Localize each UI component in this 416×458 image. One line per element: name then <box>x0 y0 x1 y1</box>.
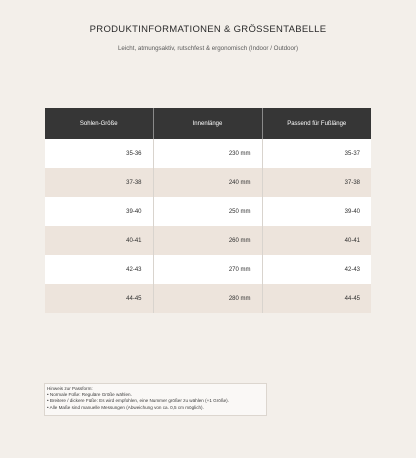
table-row <box>45 168 371 197</box>
cell-sole-size: 40-41 <box>45 226 153 255</box>
cell-sole-size: 39-40 <box>45 197 153 226</box>
table-row <box>45 226 371 255</box>
cell-foot-length: 35-37 <box>262 139 371 168</box>
cell-inner-length: 280 mm <box>153 284 262 313</box>
cell-sole-size: 42-43 <box>45 255 153 284</box>
page-title: PRODUKTINFORMATIONEN & GRÖSSENTABELLE <box>89 24 327 35</box>
table-row <box>45 197 371 226</box>
cell-sole-size: 37-38 <box>45 168 153 197</box>
fit-note-line: • Normale Füße: Reguläre Größe wählen. <box>47 392 132 398</box>
fit-note-box <box>44 383 267 416</box>
table-header-row <box>45 108 371 139</box>
table-row <box>45 139 371 168</box>
cell-inner-length: 270 mm <box>153 255 262 284</box>
table-row <box>45 255 371 284</box>
cell-inner-length: 260 mm <box>153 226 262 255</box>
cell-foot-length: 42-43 <box>262 255 371 284</box>
column-header-foot-length: Passend für Fußlänge <box>262 108 371 139</box>
column-header-sole-size: Sohlen-Größe <box>45 108 153 139</box>
cell-sole-size: 44-45 <box>45 284 153 313</box>
cell-sole-size: 35-36 <box>45 139 153 168</box>
table-row <box>45 284 371 313</box>
cell-inner-length: 240 mm <box>153 168 262 197</box>
cell-foot-length: 39-40 <box>262 197 371 226</box>
page-subtitle: Leicht, atmungsaktiv, rutschfest & ergonomisch (Indoor / Outdoor) <box>117 45 299 52</box>
cell-foot-length: 37-38 <box>262 168 371 197</box>
cell-inner-length: 250 mm <box>153 197 262 226</box>
column-header-inner-length: Innenlänge <box>153 108 262 139</box>
cell-foot-length: 40-41 <box>262 226 371 255</box>
cell-inner-length: 230 mm <box>153 139 262 168</box>
cell-foot-length: 44-45 <box>262 284 371 313</box>
fit-note-heading: Hinweis zur Passform: <box>47 386 93 391</box>
fit-note-line: • Breitere / dickere Füße: Es wird empfohlen, eine Nummer größer zu wählen (+1 Größe). <box>47 398 229 404</box>
size-table <box>45 108 371 313</box>
fit-note-line: • Alle Maße sind manuelle Messungen (Abweichung von ca. 0,5 cm möglich). <box>47 404 204 410</box>
